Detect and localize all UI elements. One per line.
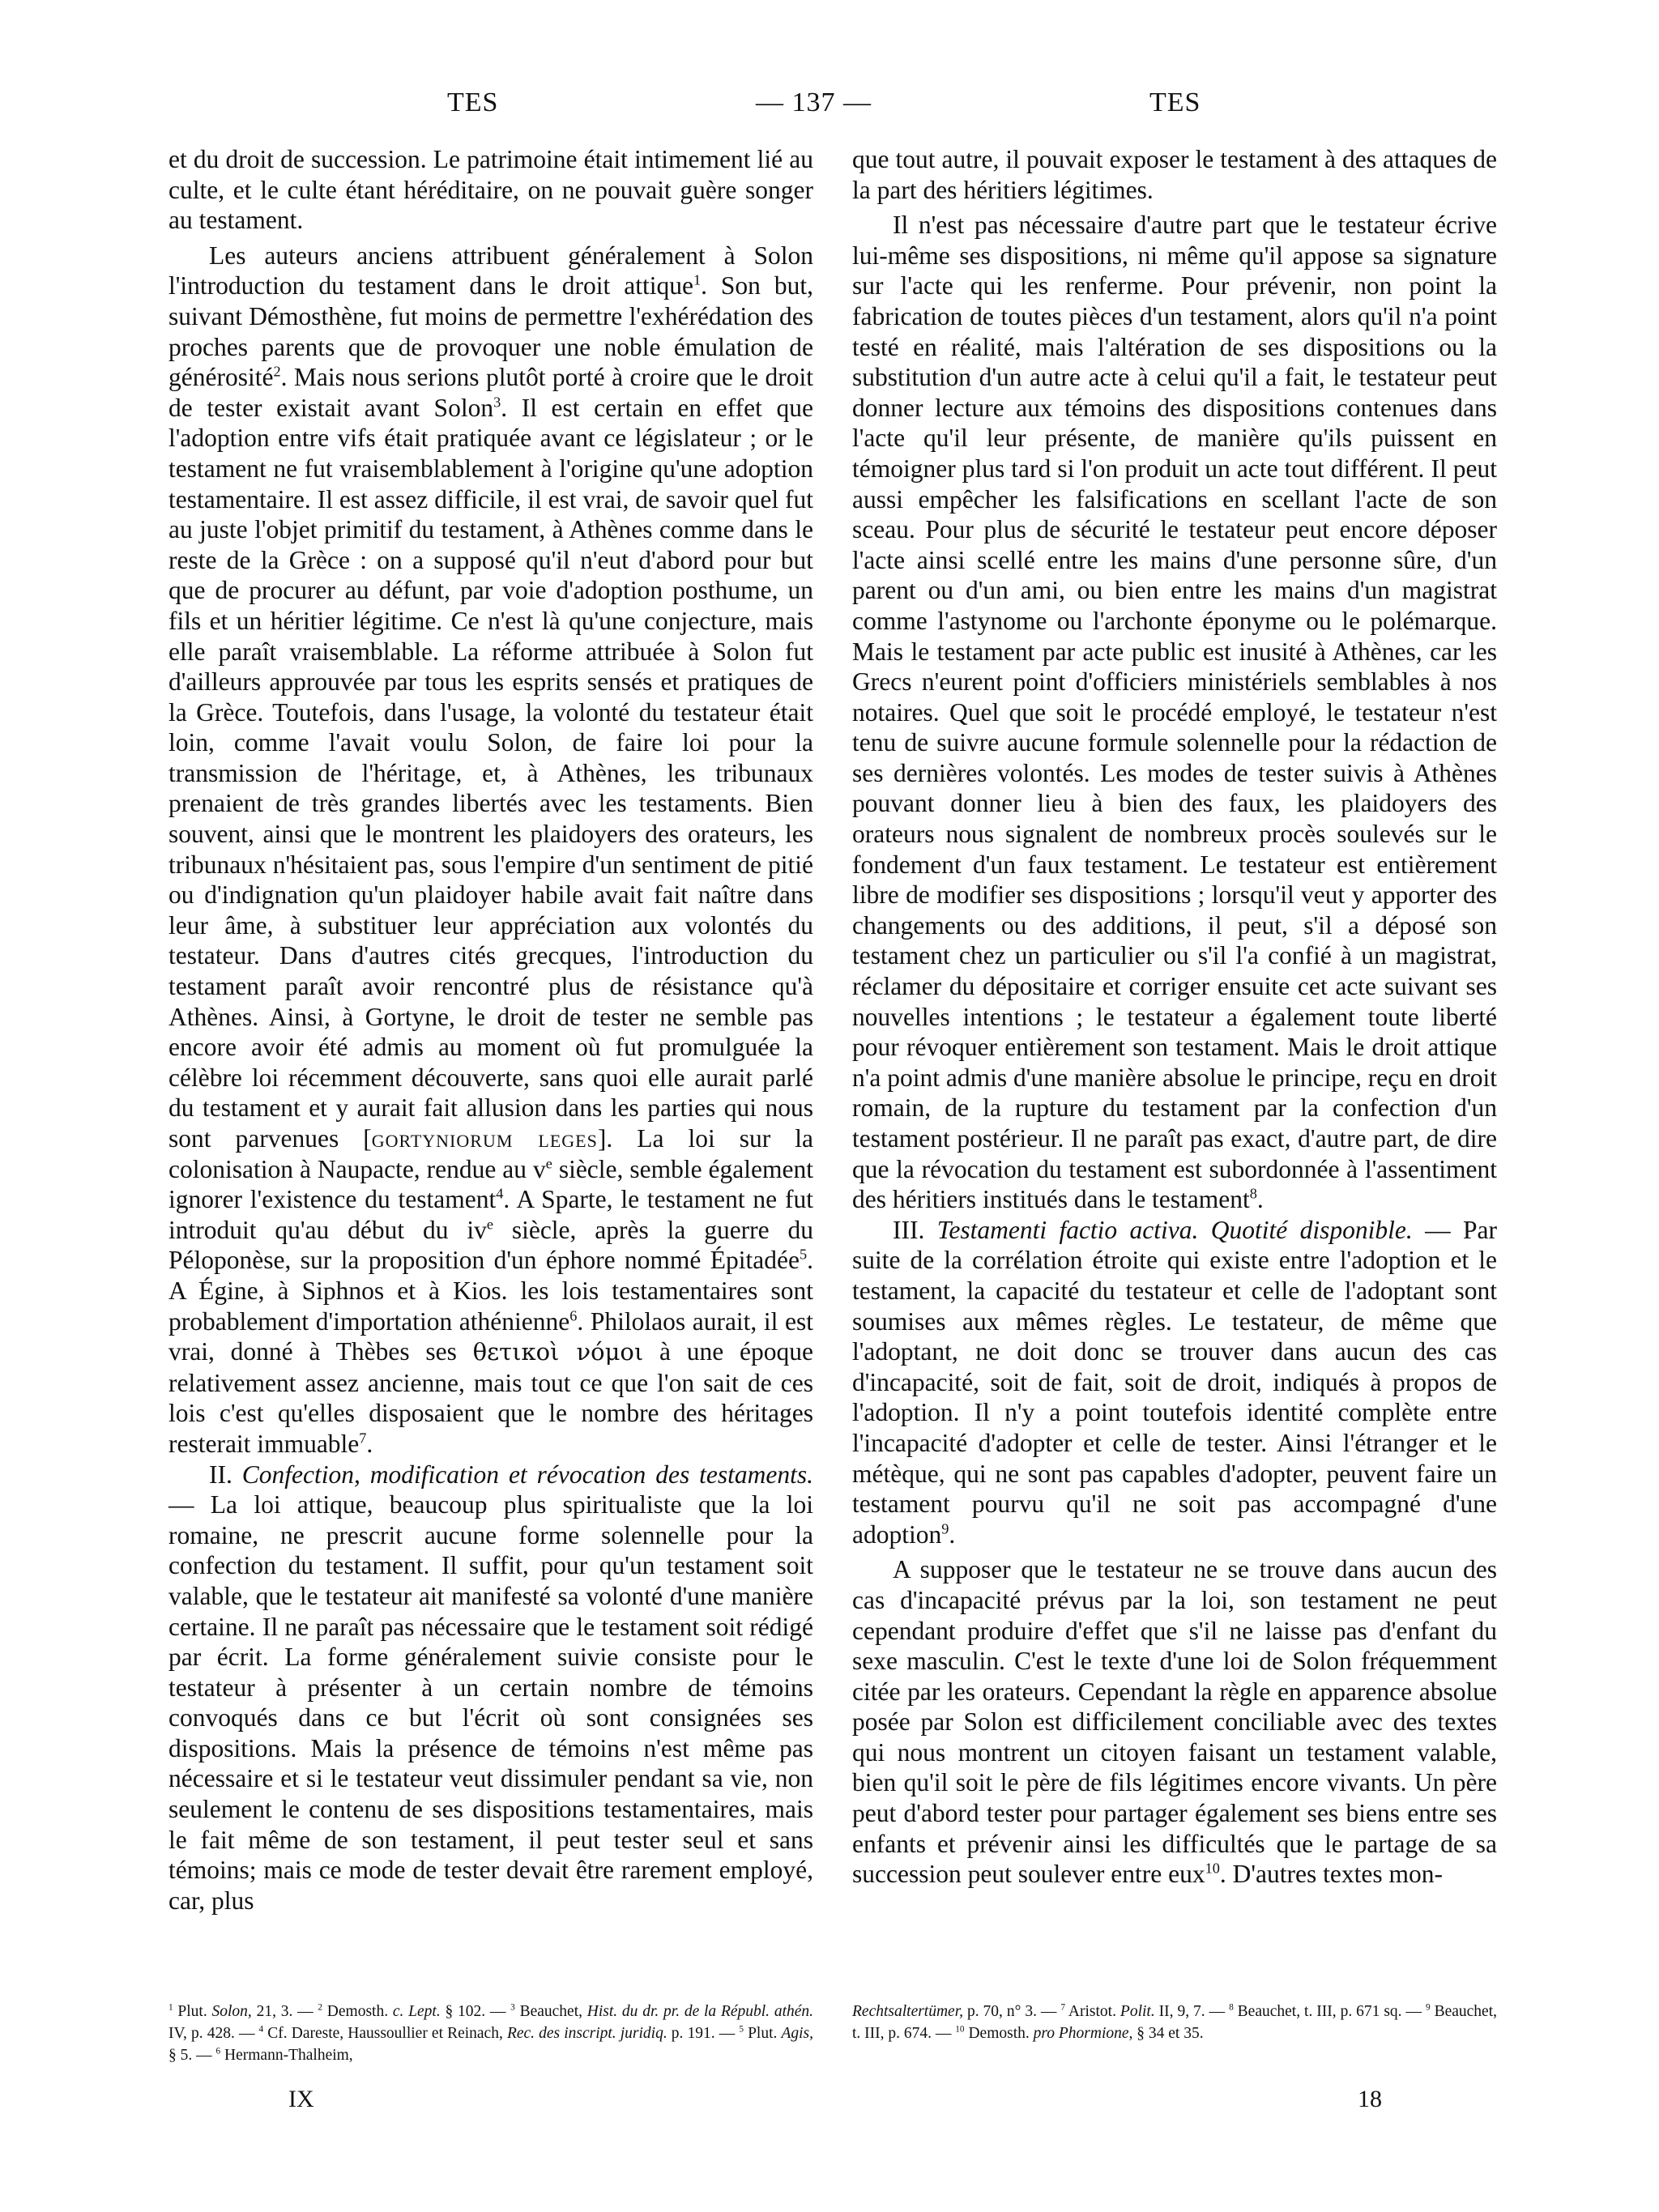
greek-phrase: θετικοὶ νόμοι (472, 1338, 644, 1366)
paragraph: et du droit de succession. Le patrimoine était intimement lié au culte, et le culte étant héréditaire, on ne pouvait guère songer au testament. (168, 145, 813, 235)
text-run: Les auteurs anciens attribuent généralement à Solon l'introduction du testament dans le droit attique (168, 241, 813, 300)
section-title: Testamenti factio activa. Quotité disponible. (936, 1215, 1413, 1244)
text-run: — La loi attique, beaucoup plus spiritualiste que la loi romaine, ne prescrit aucune forme solennelle pour la confection du testament. Il suffit, pour qu'un testament soit valable, que le testateur ait manifesté sa volonté d'une manière certaine. Il ne paraît pas nécessaire que le testament soit rédigé par écrit. La forme généralement suivie consiste pour le testateur à présenter à un certain nombre de témoins convoqués dans ce but l'écrit où sont consignées ses dispositions. Mais la présence de témoins n'est même pas nécessaire et si le testateur veut dissimuler pendant sa vie, non seulement le contenu de ses dispositions testamentaires, mais le fait même de son testament, il peut tester seul et sans témoins; mais ce mode de tester devait être rarement employé, car, plus (168, 1490, 813, 1915)
footnote-text: II, 9, 7. — (1154, 2003, 1230, 2020)
footnote-text: p. 70, n° 3. — (963, 2003, 1061, 2020)
text-run: siècle, semble également ignorer l'existence du testament (168, 1154, 813, 1214)
footnote-text: Demosth. (322, 2003, 393, 2020)
footnote-number: 3 (510, 2002, 515, 2013)
footnote-number: 6 (215, 2046, 221, 2056)
volume-number: IX (288, 2086, 314, 2112)
text-run: . (366, 1429, 373, 1458)
footnote-work: Rechtsaltertümer, (852, 2003, 964, 2020)
footnote-number: 10 (955, 2024, 965, 2035)
footnote-text: IV, p. 428. — (168, 2025, 259, 2042)
footnote-ref: 6 (569, 1307, 578, 1324)
footnote-text: Aristot. (1065, 2003, 1120, 2020)
footnote-work: Solon, (211, 2003, 252, 2020)
footnote-text: § 34 et 35. (1132, 2025, 1204, 2042)
text-run: A supposer que le testateur ne se trouve dans aucun des cas d'incapacité prévus par la loi, son testament ne peut cependant produire d'effet que s'il ne laisse pas d'enfant du sexe masculin. C'est le texte d'une loi de Solon fréquemment citée par les orateurs. Cependant la règle en apparence absolue posée par Solon est difficilement conciliable avec des textes qui nous montrent un citoyen faisant un testament valable, bien qu'il soit le père de fils légitimes encore vivants. Un père peut d'abord tester pour partager également ses biens entre ses enfants et prévenir ainsi les difficultés que le partage de sa succession peut soulever entre eux (852, 1555, 1497, 1889)
footnote-ref: 10 (1205, 1860, 1220, 1877)
text-run: siècle, après la guerre du Péloponèse, sur la proposition d'un éphore nommé Épitadée (168, 1215, 814, 1275)
footnote-ref: 5 (799, 1246, 808, 1263)
signature-mark: 18 (1358, 2086, 1382, 2112)
footnote-ref: 7 (359, 1430, 367, 1447)
text-run: . Il est certain en effet que l'adoption entre vifs était pratiquée avant ce législateur ; or le testament ne fut vraisemblablement à l'origine qu'une adoption testamentaire. Il est assez difficile, il est vrai, de savoir quel fut au juste l'objet primitif du testament, à Athènes comme dans le reste de la Grèce : on a supposé qu'il n'eut d'abord pour but que de procurer au défunt, par voie d'adoption posthume, un fils et un héritier légitime. Ce n'est là qu'une conjecture, mais elle paraît vraisemblable. La réforme attribuée à Solon fut d'ailleurs approuvée par tous les esprits sensés et pratiques de la Grèce. Toutefois, dans l'usage, la volonté du testateur était loin, comme l'avait voulu Solon, de faire loi pour la transmission de l'héritage, et, à Athènes, les tribunaux prenaient de très grandes libertés avec les testaments. Bien souvent, ainsi que le montrent les plaidoyers des orateurs, les tribunaux n'hésitaient pas, sous l'empire d'un sentiment de pitié ou d'indignation qu'un plaidoyer habile avait fait naître dans leur âme, à substituer leur appréciation aux volontés du testateur. Dans d'autres cités grecques, l'introduction du testament paraît avoir rencontré plus de résistance qu'à Athènes. Ainsi, à Gortyne, le droit de tester ne semble pas encore avoir été admis au moment où fut promulguée la célèbre loi récemment découverte, sans quoi elle aurait parlé du testament et y aurait fait allusion dans les parties qui nous sont parvenues [ (168, 393, 813, 1153)
footnote-text: p. 191. — (667, 2025, 740, 2042)
footnote-text: Beauchet, t. III, p. 674. — (852, 2003, 1497, 2042)
footnote-number: 4 (258, 2024, 264, 2035)
footnote-text: Hermann-Thalheim, (220, 2047, 353, 2064)
paragraph (852, 1554, 1497, 1890)
text-run: . Mais nous serions plutôt porté à croire que le droit de tester existait avant Solon (168, 363, 813, 422)
section-number: II. (209, 1460, 242, 1489)
citation: gortyniorum leges (371, 1124, 598, 1153)
footnote-number: 1 (168, 2002, 173, 2013)
footnote-work: pro Phormione, (1033, 2025, 1133, 2042)
footnote-ref: 4 (496, 1185, 504, 1202)
paragraph (852, 210, 1497, 1215)
footnote-number: 5 (739, 2024, 744, 2035)
footnote-text: Demosth. (964, 2025, 1034, 2042)
footnote-ref: 8 (1249, 1185, 1257, 1202)
superscript: e (486, 1216, 493, 1233)
text-run: à une époque relativement assez ancienne, mais tout ce que l'on sait de ces lois c'est qu'elles disposaient que le nombre des héritages resterait immuable (168, 1337, 813, 1458)
footnote-text: 21, 3. — (251, 2003, 318, 2020)
footnote-work: Rec. des inscript. juridiq. (506, 2025, 667, 2042)
text-run: . Philolaos aurait, il est vrai, donné à Thèbes ses (168, 1306, 813, 1366)
text-run: . A Égine, à Siphnos et à Kios. les lois testamentaires sont probablement d'importation athénienne (168, 1246, 813, 1336)
footnote-number: 2 (318, 2002, 323, 2013)
text-run: . D'autres textes mon- (1219, 1860, 1443, 1889)
footnote-ref: 2 (273, 363, 281, 380)
footnotes-right (852, 2001, 1497, 2044)
text-run: . Son but, suivant Démosthène, fut moins de permettre l'exhérédation des proches parents que de provoquer une noble émulation de générosité (168, 271, 813, 392)
text-run: ]. La loi sur la colonisation à Naupacte, rendue au v (168, 1124, 813, 1183)
footnote-ref: 1 (693, 271, 702, 288)
footnote-work: Polit. (1120, 2003, 1155, 2020)
running-head-right: TES (1149, 87, 1201, 117)
footnote-work: Hist. du dr. pr. de la Républ. athén. (586, 2003, 814, 2020)
section-paragraph (852, 1215, 1497, 1550)
footnote-text: Beauchet, (514, 2003, 587, 2020)
text-run: . (949, 1519, 956, 1549)
footnote-work: Agis, (781, 2025, 814, 2042)
footnote-number: 8 (1229, 2002, 1234, 2013)
footnote-text: Beauchet, t. III, p. 671 sq. — (1233, 2003, 1426, 2020)
paragraph (168, 241, 813, 1460)
running-head-left: TES (447, 87, 499, 117)
footnote-text: Plut. (173, 2003, 212, 2020)
right-column (852, 144, 1497, 1890)
left-column (168, 144, 813, 1916)
footnote-ref: 9 (941, 1520, 949, 1537)
text-run: Il n'est pas nécessaire d'autre part que le testateur écrive lui-même ses dispositions, ni même qu'il appose sa signature sur l'acte qui les renferme. Pour prévenir, non point la fabrication de toutes pièces d'un testament, alors qu'il n'a point testé en réalité, mais l'altération de ses dispositions ou la substitution d'un autre acte à celui qu'il a fait, le testateur peut donner lecture aux témoins des dispositions contenues dans l'acte qu'il leur présente, de manière qu'ils puissent en témoigner plus tard si l'on produit un acte tout différent. Il peut aussi empêcher les falsifications en scellant l'acte de son sceau. Pour plus de sécurité le testateur peut encore déposer l'acte ainsi scellé entre les mains d'une personne sûre, d'un parent ou d'un ami, ou bien entre les mains d'un magistrat comme l'astynome ou l'archonte éponyme ou le polémarque. Mais le testament par acte public est inusité à Athènes, car les Grecs n'eurent point d'officiers ministériels semblables à nos notaires. Quel que soit le procédé employé, le testateur n'est tenu de suivre aucune formule solennelle pour la rédaction de ses dernières volontés. Les modes de tester suivis à Athènes pouvant donner lieu à bien des faux, les plaidoyers des orateurs nous signalent de nombreux procès soulevés sur le fondement d'un faux testament. Le testateur est entièrement libre de modifier ses dispositions ; lorsqu'il veut y apporter des changements ou des additions, il peut, s'il a déposé son testament chez un particulier ou s'il l'a confié à un magistrat, réclamer du dépositaire et corriger ensuite cet acte suivant ses nouvelles intentions ; le testateur a également toute liberté pour révoquer entièrement son testament. Mais le droit attique n'a point admis d'une manière absolue le principe, reçu en droit romain, de la rupture du testament par la confection d'un testament postérieur. Il ne paraît pas exact, d'autre part, de dire que la révocation du testament est subordonnée à l'assentiment des héritiers institués dans le testament (852, 211, 1497, 1214)
text-run: . A Sparte, le testament ne fut introduit qu'au début du iv (168, 1185, 813, 1244)
section-title: Confection, modification et révocation des testaments. (241, 1460, 813, 1489)
footnote-work: c. Lept. (392, 2003, 441, 2020)
paragraph: que tout autre, il pouvait exposer le testament à des attaques de la part des héritiers légitimes. (852, 145, 1497, 204)
footnote-text: Cf. Dareste, Haussoullier et Reinach, (263, 2025, 507, 2042)
footnotes-left (168, 2001, 813, 2066)
section-number: III. (893, 1215, 937, 1244)
text-run: — Par suite de la corrélation étroite qui existe entre l'adoption et le testament, la capacité du testateur et celle de l'adoptant sont soumises aux mêmes règles. Le testateur, de même que l'adoptant, ne doit donc se trouver dans aucun des cas d'incapacité, soit de fait, soit de droit, indiqués à propos de l'adoption. Il n'y a point toutefois identité complète entre l'incapacité d'adopter et celle de tester. Ainsi l'étranger et le métèque, qui ne sont pas capables d'adopter, peuvent faire un testament pourvu qu'il ne soit pas accompagné d'une adoption (852, 1215, 1497, 1549)
footnote-text: Plut. (743, 2025, 782, 2042)
page-number: — 137 — (756, 87, 872, 117)
section-paragraph (168, 1460, 813, 1916)
text-run: . (1256, 1185, 1264, 1214)
footnote-ref: 3 (493, 394, 501, 411)
footnote-number: 9 (1425, 2002, 1431, 2013)
footnote-number: 7 (1060, 2002, 1066, 2013)
footnote-text: § 5. — (168, 2047, 216, 2064)
footnote-text: § 102. — (440, 2003, 511, 2020)
superscript: e (545, 1155, 552, 1172)
